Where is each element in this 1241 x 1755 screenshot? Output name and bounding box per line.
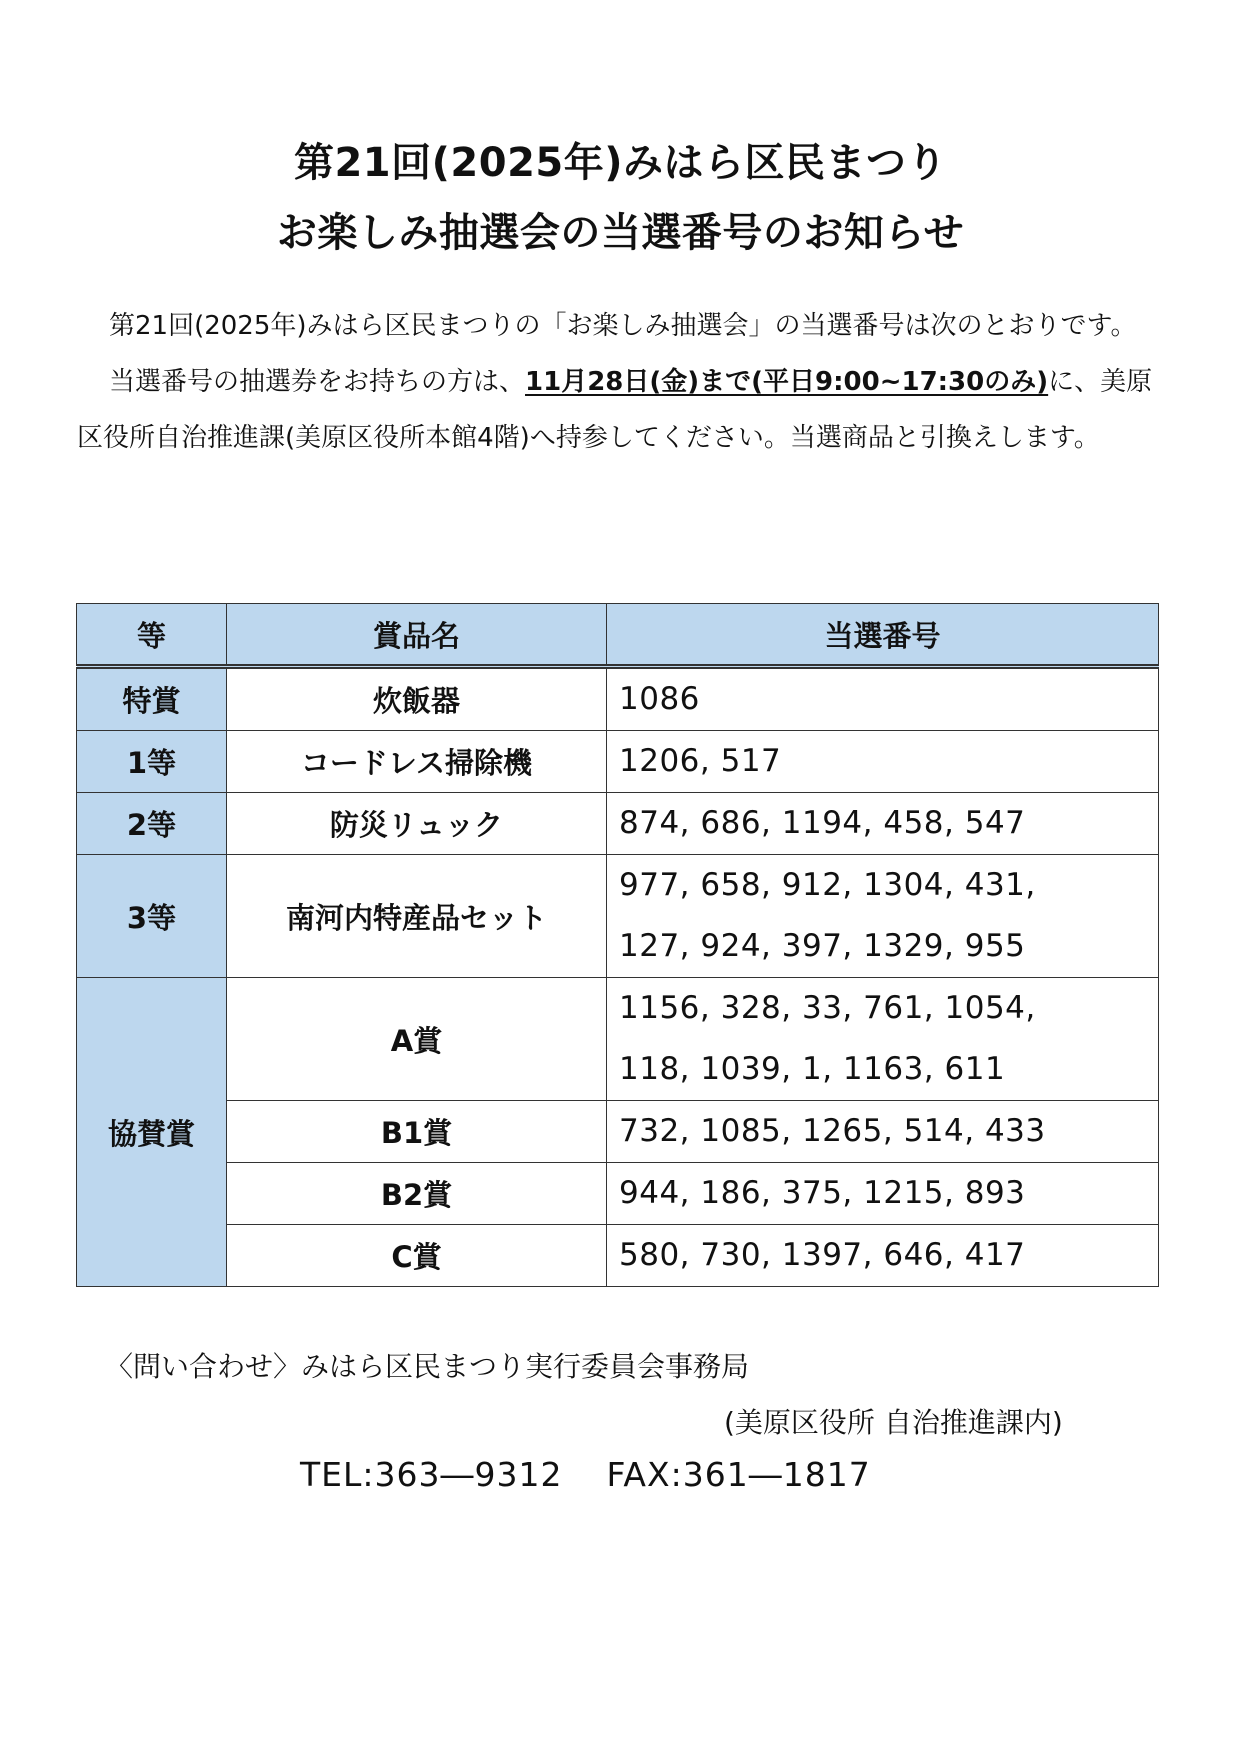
title-line-2: お楽しみ抽選会の当選番号のお知らせ [276,210,965,256]
rank-cell: 2等 [77,793,227,855]
intro-paragraph-1: 第21回(2025年)みはら区民まつりの「お楽しみ抽選会」の当選番号は次のとおりです。 [109,311,1137,341]
numbers-line: 127, 924, 397, 1329, 955 [619,928,1026,964]
contact-tel: TEL:363―9312 [300,1455,563,1494]
rank-cell: 1等 [77,731,227,793]
intro-post: に、美原区役所自治推進課(美原区役所本館4階)へ持参してください。当選商品と引換えします。 [77,367,1153,453]
prize-cell: 防災リュック [227,793,607,855]
table-row [77,1163,1159,1225]
numbers-cell: 944, 186, 375, 1215, 893 [607,1163,1159,1225]
prize-cell: 南河内特産品セット [227,855,607,978]
contact-phone-fax [300,1455,871,1494]
table-row [77,667,1159,731]
intro-text [77,298,1167,466]
numbers-cell: 1086 [607,667,1159,731]
table-row [77,978,1159,1101]
numbers-cell [607,855,1159,978]
table-row [77,1225,1159,1287]
table-row [77,1101,1159,1163]
rank-cell: 特賞 [77,667,227,731]
prize-cell: コードレス掃除機 [227,731,607,793]
prize-cell: B1賞 [227,1101,607,1163]
contact-heading: 〈問い合わせ〉みはら区民まつり実行委員会事務局 [105,1350,750,1383]
table-row [77,731,1159,793]
header-numbers: 当選番号 [607,604,1159,667]
prize-cell: A賞 [227,978,607,1101]
header-rank: 等 [77,604,227,667]
numbers-cell: 1206, 517 [607,731,1159,793]
deadline-highlight: 11月28日(金)まで(平日9:00~17:30のみ) [525,367,1049,397]
table-header-row [77,604,1159,667]
numbers-cell: 732, 1085, 1265, 514, 433 [607,1101,1159,1163]
numbers-cell: 580, 730, 1397, 646, 417 [607,1225,1159,1287]
numbers-line: 1156, 328, 33, 761, 1054, [619,990,1036,1026]
rank-cell: 3等 [77,855,227,978]
numbers-cell [607,978,1159,1101]
numbers-cell: 874, 686, 1194, 458, 547 [607,793,1159,855]
prize-cell: C賞 [227,1225,607,1287]
winning-numbers-table [76,603,1159,1287]
title-line-1: 第21回(2025年)みはら区民まつり [293,140,948,186]
prize-cell: 炊飯器 [227,667,607,731]
contact-fax: FAX:361―1817 [606,1455,871,1494]
prize-cell: B2賞 [227,1163,607,1225]
table-row [77,855,1159,978]
rank-cell-sponsor: 協賛賞 [77,978,227,1287]
page-title [0,128,1241,268]
contact-department: (美原区役所 自治推進課内) [724,1406,1063,1439]
table-row [77,793,1159,855]
numbers-line: 118, 1039, 1, 1163, 611 [619,1051,1006,1087]
header-prize: 賞品名 [227,604,607,667]
intro-pre: 当選番号の抽選券をお持ちの方は、 [109,367,526,397]
numbers-line: 977, 658, 912, 1304, 431, [619,867,1036,903]
intro-paragraph-2 [77,354,1167,466]
